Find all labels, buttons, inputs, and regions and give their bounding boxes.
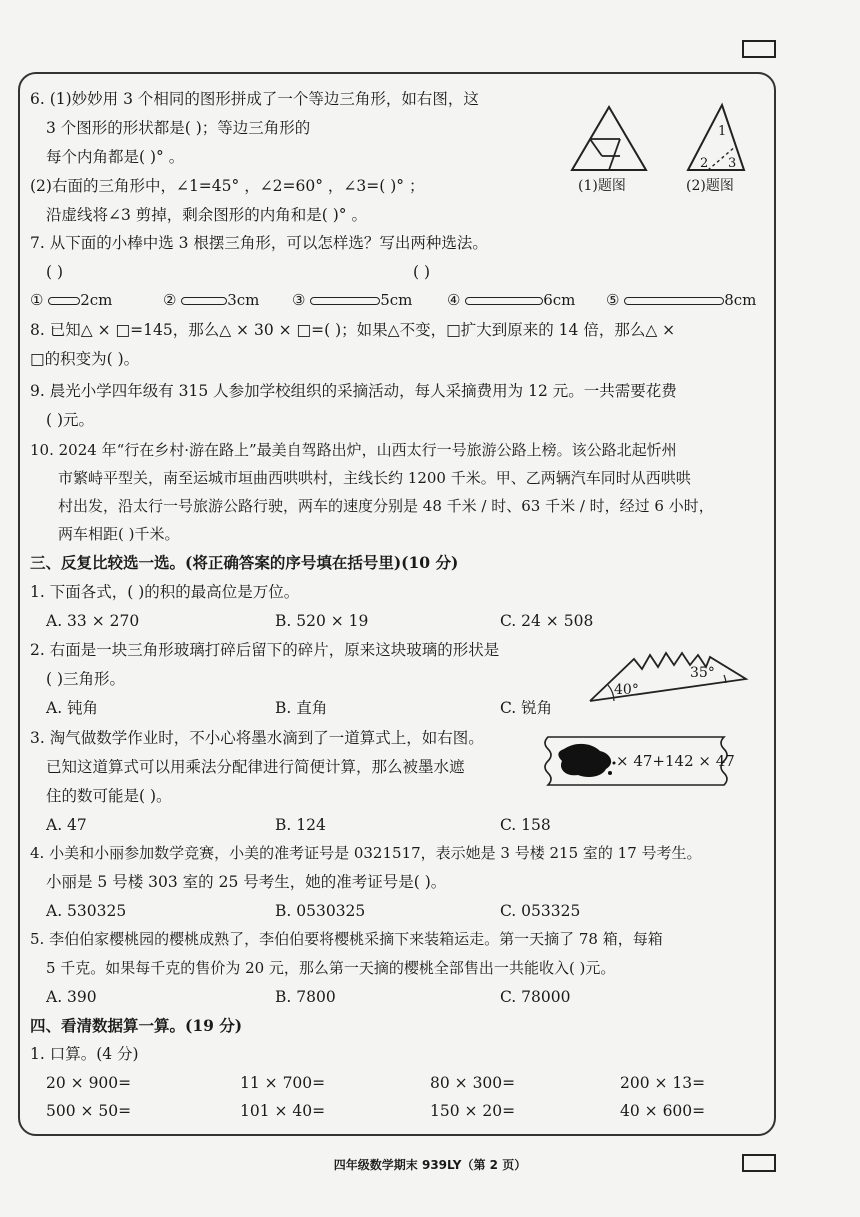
q6-figure2-caption: (2)题图	[686, 178, 734, 194]
s3-q5-option-c[interactable]: C. 78000	[500, 988, 571, 1006]
q7-answer-left[interactable]: ( )	[46, 263, 64, 281]
page-footer: 四年级数学期末 939LY（第 2 页）	[333, 1158, 527, 1172]
q6-figure2-triangle	[684, 102, 748, 174]
oral-calc-4: 200 × 13=	[620, 1074, 706, 1092]
q7-stick-2: ② 3cm	[163, 291, 260, 309]
score-box-top	[742, 40, 776, 58]
s3-q4-stem1: 4. 小美和小丽参加数学竞赛，小美的准考证号是 0321517，表示她是 3 号楼 215 室的 17 号考生。	[30, 844, 702, 862]
s3-q5-stem2: 5 千克。如果每千克的售价为 20 元，那么第一天摘的樱桃全部售出一共能收入( )元。	[46, 959, 616, 977]
s3-q1-option-c[interactable]: C. 24 × 508	[500, 612, 594, 630]
s3-q1-option-b[interactable]: B. 520 × 19	[275, 612, 369, 630]
q7-line1: 7. 从下面的小棒中选 3 根摆三角形，可以怎样选？写出两种选法。	[30, 234, 488, 252]
s3-q2-stem2: ( )三角形。	[46, 670, 126, 688]
oral-calc-5: 500 × 50=	[46, 1102, 132, 1120]
oral-calc-2: 11 × 700=	[240, 1074, 326, 1092]
oral-calc-8: 40 × 600=	[620, 1102, 706, 1120]
s3-q4-option-c[interactable]: C. 053325	[500, 902, 581, 920]
section3-title: 三、反复比较选一选。(将正确答案的序号填在括号里)(10 分)	[30, 553, 459, 572]
q10-line1: 10. 2024 年“行在乡村·游在路上”最美自驾路出炉，山西太行一号旅游公路上榜。该公路北起忻州	[30, 441, 677, 459]
q6-line2: 3 个图形的形状都是( )；等边三角形的	[46, 119, 311, 137]
q6-line4: (2)右面的三角形中，∠1=45° ，∠2=60° ，∠3=( )° ；	[30, 177, 425, 195]
s3-q2-angle-40: 40°	[614, 682, 639, 698]
section4-sub1: 1. 口算。(4 分)	[30, 1045, 139, 1063]
q6-figure1-equilateral-triangle	[568, 104, 650, 174]
q6-angle1: 1	[718, 124, 727, 139]
q7-stick-1: ① 2cm	[30, 291, 113, 309]
s3-q3-option-c[interactable]: C. 158	[500, 816, 551, 834]
section4-title: 四、看清数据算一算。(19 分)	[30, 1016, 243, 1035]
s3-q5-option-b[interactable]: B. 7800	[275, 988, 336, 1006]
q6-line3: 每个内角都是( )° 。	[46, 148, 185, 166]
oral-calc-6: 101 × 40=	[240, 1102, 326, 1120]
q7-stick-3: ③ 5cm	[292, 291, 413, 309]
q6-angle3: 3	[728, 156, 737, 171]
s3-q4-option-a[interactable]: A. 530325	[46, 902, 127, 920]
s3-q3-stem1: 3. 淘气做数学作业时，不小心将墨水滴到了一道算式上，如右图。	[30, 729, 484, 747]
q9-line2: ( )元。	[46, 411, 95, 429]
q7-answer-right[interactable]: ( )	[413, 263, 431, 281]
q6-figure1-caption: (1)题图	[578, 178, 626, 194]
s3-q3-expression: × 47+142 × 47	[616, 752, 735, 770]
q7-stick-5: ⑤ 8cm	[606, 291, 757, 309]
s3-q1-stem: 1. 下面各式，( )的积的最高位是万位。	[30, 583, 300, 601]
q10-line2: 市繁峙平型关，南至运城市垣曲西哄哄村，主线长约 1200 千米。甲、乙两辆汽车同时从西哄哄	[58, 469, 691, 487]
s3-q3-stem3: 住的数可能是( )。	[46, 787, 172, 805]
score-box-bottom	[742, 1154, 776, 1172]
s3-q2-option-c[interactable]: C. 锐角	[500, 699, 553, 717]
q7-stick-4: ④ 6cm	[447, 291, 576, 309]
q9-line1: 9. 晨光小学四年级有 315 人参加学校组织的采摘活动，每人采摘费用为 12 元。一共需要花费	[30, 382, 677, 400]
q6-angle2: 2	[700, 156, 709, 171]
oral-calc-7: 150 × 20=	[430, 1102, 516, 1120]
s3-q3-option-a[interactable]: A. 47	[46, 816, 87, 834]
s3-q5-stem1: 5. 李伯伯家樱桃园的樱桃成熟了，李伯伯要将樱桃采摘下来装箱运走。第一天摘了 78 箱，每箱	[30, 930, 663, 948]
s3-q2-broken-glass-figure	[586, 645, 752, 705]
s3-q2-option-a[interactable]: A. 钝角	[46, 699, 99, 717]
s3-q3-option-b[interactable]: B. 124	[275, 816, 326, 834]
s3-q5-option-a[interactable]: A. 390	[46, 988, 97, 1006]
q6-line1: 6. (1)妙妙用 3 个相同的图形拼成了一个等边三角形，如右图，这	[30, 90, 479, 108]
q10-line4: 两车相距( )千米。	[58, 525, 180, 543]
q8-line1: 8. 已知△ × □=145，那么△ × 30 × □=( )；如果△不变，□扩大到原来的 14 倍，那么△ ×	[30, 321, 676, 339]
s3-q2-stem1: 2. 右面是一块三角形玻璃打碎后留下的碎片，原来这块玻璃的形状是	[30, 641, 500, 659]
q10-line3: 村出发，沿太行一号旅游公路行驶，两车的速度分别是 48 千米 / 时、63 千米 / 时，经过 6 小时，	[58, 497, 714, 515]
s3-q2-option-b[interactable]: B. 直角	[275, 699, 328, 717]
q8-line2: □的积变为( )。	[30, 350, 140, 368]
q6-line5: 沿虚线将∠3 剪掉，剩余图形的内角和是( )° 。	[46, 206, 367, 224]
s3-q2-angle-35: 35°	[690, 665, 715, 681]
oral-calc-1: 20 × 900=	[46, 1074, 132, 1092]
s3-q4-stem2: 小丽是 5 号楼 303 室的 25 号考生，她的准考证号是( )。	[46, 873, 447, 891]
s3-q4-option-b[interactable]: B. 0530325	[275, 902, 366, 920]
s3-q1-option-a[interactable]: A. 33 × 270	[46, 612, 140, 630]
oral-calc-3: 80 × 300=	[430, 1074, 516, 1092]
s3-q3-stem2: 已知这道算式可以用乘法分配律进行简便计算，那么被墨水遮	[46, 758, 465, 776]
